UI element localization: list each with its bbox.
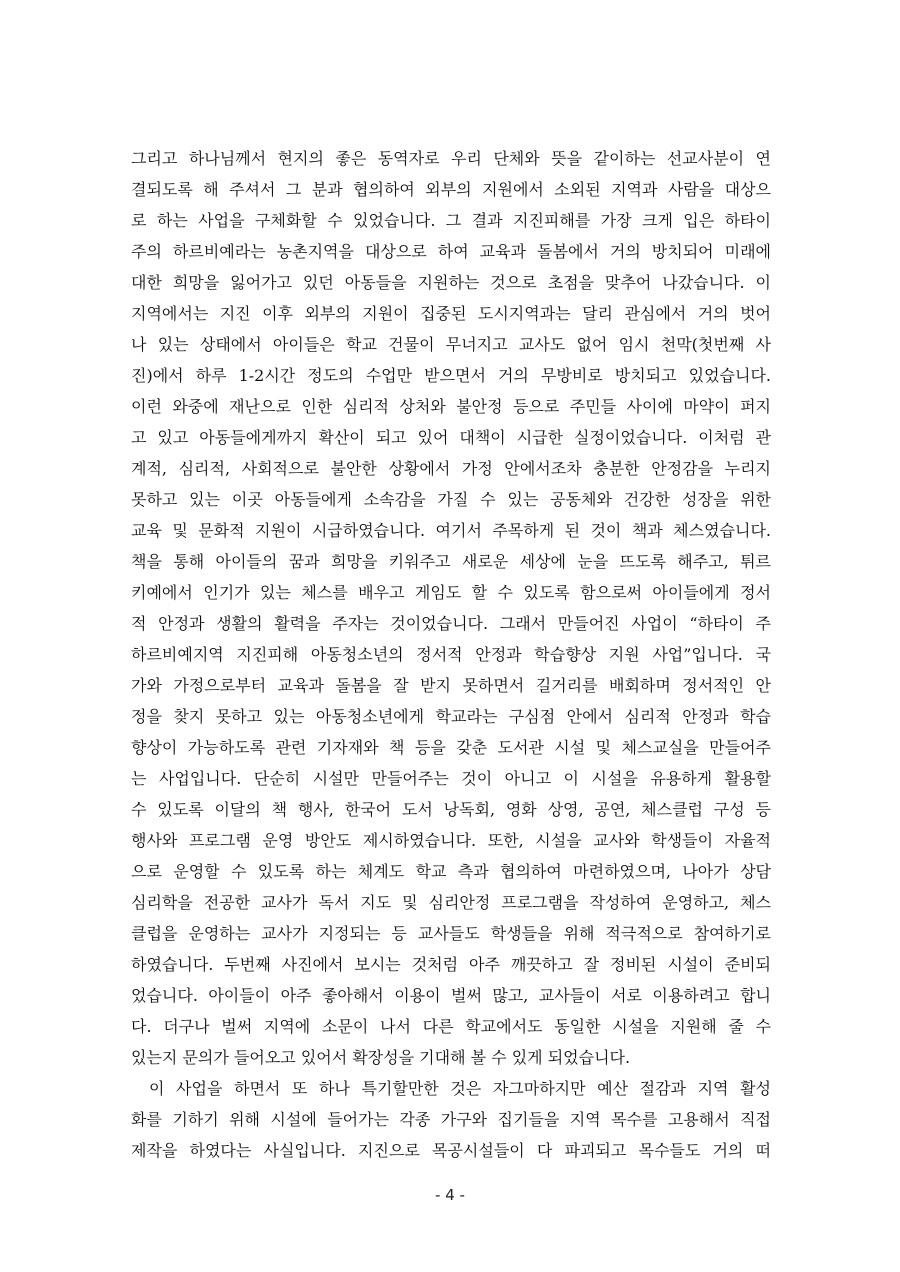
- text-line: 주의 하르비예라는 농촌지역을 대상으로 하여 교육과 돌봄에서 거의 방치되어 미래에: [131, 242, 771, 261]
- text-line: 있는지 문의가 들어오고 있어서 확장성을 기대해 볼 수 있게 되었습니다.: [131, 1048, 631, 1067]
- document-body: [131, 143, 771, 1166]
- text-line: 하르비예지역 지진피해 아동청소년의 정서적 안정과 학습향상 지원 사업”입니다. 국: [131, 645, 771, 664]
- text-line: 제작을 하였다는 사실입니다. 지진으로 목공시설들이 다 파괴되고 목수들도 거의 떠: [131, 1141, 771, 1160]
- text-line: 고 있고 아동들에게까지 확산이 되고 있어 대책이 시급한 실정이었습니다. 이처럼 관: [131, 428, 771, 447]
- text-line: 정을 찾지 못하고 있는 아동청소년에게 학교라는 구심점 안에서 심리적 안정과 학습: [131, 707, 771, 726]
- text-line: 향상이 가능하도록 관련 기자재와 책 등을 갖춘 도서관 시설 및 체스교실을 만들어주: [131, 738, 771, 757]
- text-line: 진)에서 하루 1-2시간 정도의 수업만 받으면서 거의 무방비로 방치되고 있었습니다.: [131, 366, 771, 385]
- page-number: - 4 -: [435, 1186, 465, 1204]
- text-line: 그리고 하나님께서 현지의 좋은 동역자로 우리 단체와 뜻을 같이하는 선교사분이 연: [131, 149, 771, 168]
- text-line: 행사와 프로그램 운영 방안도 제시하였습니다. 또한, 시설을 교사와 학생들이 자율적: [131, 831, 771, 850]
- paragraph: [131, 1073, 771, 1166]
- text-line: 수 있도록 이달의 책 행사, 한국어 도서 낭독회, 영화 상영, 공연, 체스클럽 구성 등: [131, 800, 771, 819]
- text-line: 는 사업입니다. 단순히 시설만 만들어주는 것이 아니고 이 시설을 유용하게 활용할: [131, 769, 771, 788]
- text-line: 교육 및 문화적 지원이 시급하였습니다. 여기서 주목하게 된 것이 책과 체스였습니다.: [131, 521, 771, 540]
- text-line: 지역에서는 지진 이후 외부의 지원이 집중된 도시지역과는 달리 관심에서 거의 벗어: [131, 304, 771, 323]
- text-line: 클럽을 운영하는 교사가 지정되는 등 교사들도 학생들을 위해 적극적으로 참여하기로: [131, 924, 771, 943]
- text-line: 나 있는 상태에서 아이들은 학교 건물이 무너지고 교사도 없어 임시 천막(첫번째 사: [131, 335, 771, 354]
- text-line: 하였습니다. 두번째 사진에서 보시는 것처럼 아주 깨끗하고 잘 정비된 시설이 준비되: [131, 955, 771, 974]
- text-line: 가와 가정으로부터 교육과 돌봄을 잘 받지 못하면서 길거리를 배회하며 정서적인 안: [131, 676, 771, 695]
- text-line: 못하고 있는 이곳 아동들에게 소속감을 가질 수 있는 공동체와 건강한 성장을 위한: [131, 490, 771, 509]
- text-line: 화를 기하기 위해 시설에 들어가는 각종 가구와 집기들을 지역 목수를 고용해서 직접: [131, 1110, 771, 1129]
- text-line: 대한 희망을 잃어가고 있던 아동들을 지원하는 것으로 초점을 맞추어 나갔습니다. 이: [131, 273, 771, 292]
- text-line: 책을 통해 아이들의 꿈과 희망을 키워주고 새로운 세상에 눈을 뜨도록 해주고, 튀르: [131, 552, 771, 571]
- text-line: 심리학을 전공한 교사가 독서 지도 및 심리안정 프로그램을 작성하여 운영하고, 체스: [131, 893, 771, 912]
- paragraph: [131, 143, 771, 1073]
- text-line: 었습니다. 아이들이 아주 좋아해서 이용이 벌써 많고, 교사들이 서로 이용하려고 합니: [131, 986, 771, 1005]
- text-line: 이런 와중에 재난으로 인한 심리적 상처와 불안정 등으로 주민들 사이에 마약이 퍼지: [131, 397, 771, 416]
- text-line: 다. 더구나 벌써 지역에 소문이 나서 다른 학교에서도 동일한 시설을 지원해 줄 수: [131, 1017, 771, 1036]
- text-line: 로 하는 사업을 구체화할 수 있었습니다. 그 결과 지진피해를 가장 크게 입은 하타이: [131, 211, 771, 230]
- text-line: 결되도록 해 주셔서 그 분과 협의하여 외부의 지원에서 소외된 지역과 사람을 대상으: [131, 180, 771, 199]
- text-line: 이 사업을 하면서 또 하나 특기할만한 것은 자그마하지만 예산 절감과 지역 활성: [149, 1079, 771, 1098]
- text-line: 계적, 심리적, 사회적으로 불안한 상황에서 가정 안에서조차 충분한 안정감을 누리지: [131, 459, 771, 478]
- text-line: 키예에서 인기가 있는 체스를 배우고 게임도 할 수 있도록 함으로써 아이들에게 정서: [131, 583, 771, 602]
- text-line: 으로 운영할 수 있도록 하는 체계도 학교 측과 협의하여 마련하였으며, 나아가 상담: [131, 862, 771, 881]
- text-line: 적 안정과 생활의 활력을 주자는 것이었습니다. 그래서 만들어진 사업이 “하타이 주: [131, 614, 771, 633]
